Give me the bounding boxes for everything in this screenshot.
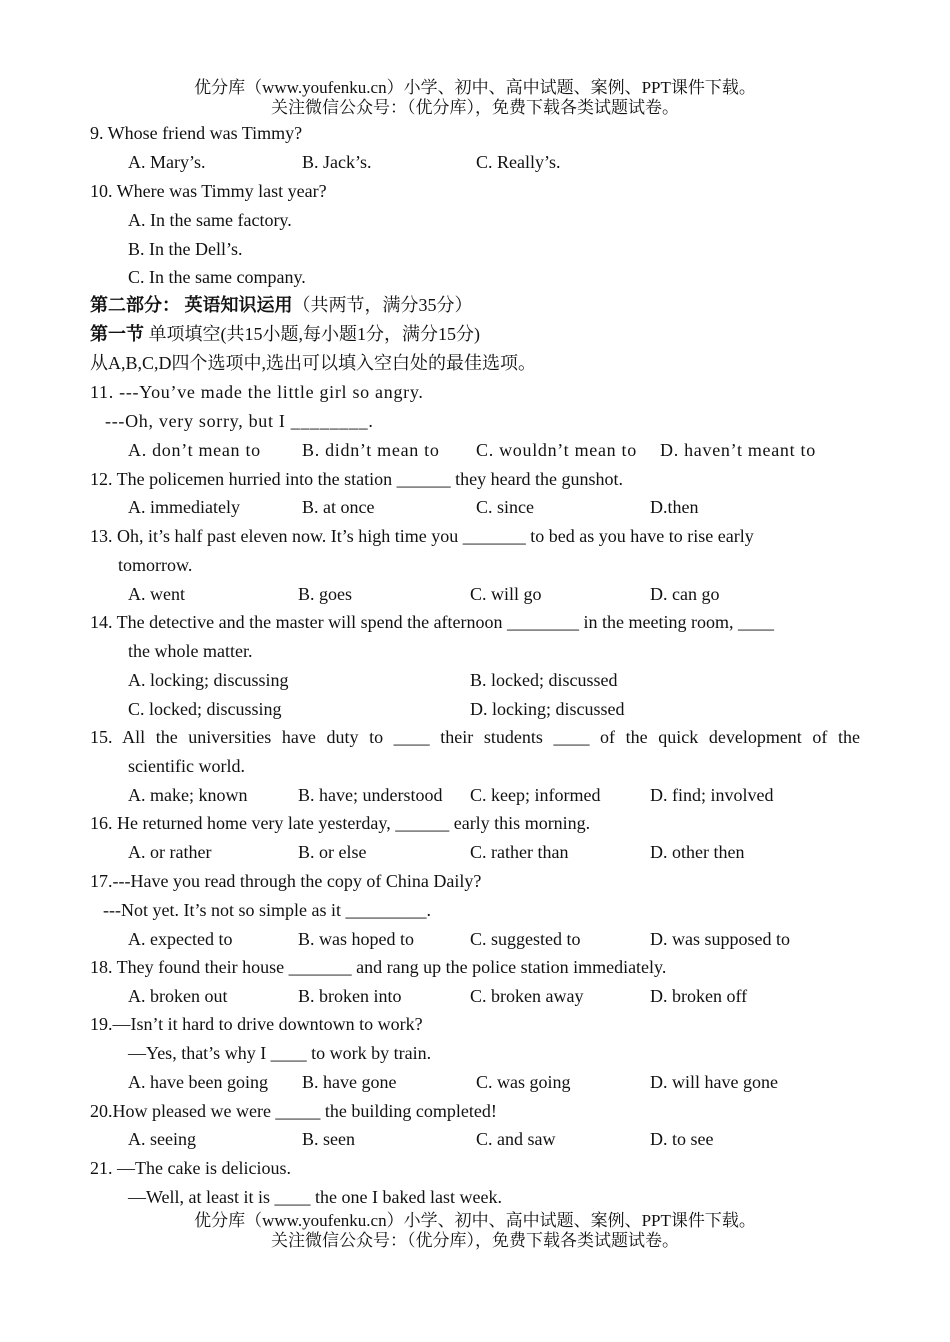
question-9-option-b: B. Jack’s.: [302, 152, 372, 172]
part-2-note: （共两节，满分35分）: [292, 295, 473, 315]
question-18-option-d: D. broken off: [650, 986, 748, 1006]
part-2-label: 第二部分： 英语知识运用: [90, 295, 293, 315]
question-10-stem: 10. Where was Timmy last year?: [90, 181, 327, 201]
question-18-option-c: C. broken away: [470, 986, 584, 1006]
question-13-option-c: C. will go: [470, 584, 542, 604]
instruction: 从A,B,C,D四个选项中,选出可以填入空白处的最佳选项。: [90, 353, 537, 373]
question-11-line-2: ---Oh, very sorry, but I ________.: [105, 411, 374, 431]
question-13-line-1: 13. Oh, it’s half past eleven now. It’s high time you _______ to bed as you have to rise early: [90, 526, 754, 546]
question-13-option-d: D. can go: [650, 584, 720, 604]
question-9-stem: 9. Whose friend was Timmy?: [90, 123, 303, 143]
question-21-line-2: —Well, at least it is ____ the one I baked last week.: [128, 1187, 502, 1207]
question-20-option-b: B. seen: [302, 1129, 355, 1149]
question-14-option-d: D. locking; discussed: [470, 699, 625, 719]
question-16-option-b: B. or else: [298, 842, 367, 862]
question-14-option-b: B. locked; discussed: [470, 670, 618, 690]
question-13-line-2: tomorrow.: [118, 555, 193, 575]
question-13-option-b: B. goes: [298, 584, 352, 604]
question-14-option-a: A. locking; discussing: [128, 670, 289, 690]
question-16-stem: 16. He returned home very late yesterday, ______ early this morning.: [90, 813, 591, 833]
question-19-line-2: —Yes, that’s why I ____ to work by train.: [128, 1043, 432, 1063]
question-13-option-a: A. went: [128, 584, 185, 604]
question-11-option-d: D. haven’t meant to: [660, 440, 816, 460]
question-19-option-a: A. have been going: [128, 1072, 268, 1092]
question-18-option-a: A. broken out: [128, 986, 228, 1006]
question-10-option-a: A. In the same factory.: [128, 210, 292, 230]
question-11-line-1: 11. ---You’ve made the little girl so angry.: [90, 382, 424, 402]
question-20-option-d: D. to see: [650, 1129, 714, 1149]
question-19-option-c: C. was going: [476, 1072, 571, 1092]
question-10-option-c: C. In the same company.: [128, 267, 306, 287]
section-1-label: 第一节: [90, 324, 144, 344]
question-20-option-c: C. and saw: [476, 1129, 556, 1149]
question-10-option-b: B. In the Dell’s.: [128, 239, 243, 259]
question-12-stem: 12. The policemen hurried into the station ______ they heard the gunshot.: [90, 469, 624, 489]
question-15-option-c: C. keep; informed: [470, 785, 601, 805]
question-11-option-c: C. wouldn’t mean to: [476, 440, 637, 460]
question-15-option-d: D. find; involved: [650, 785, 774, 805]
question-18-stem: 18. They found their house _______ and rang up the police station immediately.: [90, 957, 667, 977]
question-19-option-d: D. will have gone: [650, 1072, 778, 1092]
question-17-line-2: ---Not yet. It’s not so simple as it _________.: [103, 900, 431, 920]
question-17-option-d: D. was supposed to: [650, 929, 790, 949]
question-18-option-b: B. broken into: [298, 986, 402, 1006]
question-15-line-1: 15. All the universities have duty to ____ their students ____ of the quick development of the: [90, 727, 860, 747]
question-12-option-d: D.then: [650, 497, 699, 517]
question-19-option-b: B. have gone: [302, 1072, 397, 1092]
question-17-line-1: 17.---Have you read through the copy of China Daily?: [90, 871, 482, 891]
section-1-heading: [90, 322, 480, 346]
question-15-option-b: B. have; understood: [298, 785, 443, 805]
question-20-stem: 20.How pleased we were _____ the building completed!: [90, 1101, 497, 1121]
question-15-line-2: scientific world.: [128, 756, 245, 776]
question-17-option-b: B. was hoped to: [298, 929, 414, 949]
question-14-line-2: the whole matter.: [128, 641, 253, 661]
question-16-option-d: D. other then: [650, 842, 745, 862]
part-2-heading: [90, 293, 473, 317]
header-line-1: 优分库（www.youfenku.cn）小学、初中、高中试题、案例、PPT课件下载。: [194, 78, 756, 97]
question-11-option-a: A. don’t mean to: [128, 440, 261, 460]
question-12-option-c: C. since: [476, 497, 534, 517]
question-9-option-c: C. Really’s.: [476, 152, 561, 172]
question-17-option-a: A. expected to: [128, 929, 233, 949]
question-14-line-1: 14. The detective and the master will spend the afternoon ________ in the meeting room, ____: [90, 612, 774, 632]
question-16-option-a: A. or rather: [128, 842, 212, 862]
question-12-option-a: A. immediately: [128, 497, 240, 517]
question-19-line-1: 19.—Isn’t it hard to drive downtown to work?: [90, 1014, 423, 1034]
header-line-2: 关注微信公众号：（优分库），免费下载各类试题试卷。: [271, 98, 679, 117]
question-20-option-a: A. seeing: [128, 1129, 196, 1149]
question-21-line-1: 21. —The cake is delicious.: [90, 1158, 291, 1178]
section-1-note: 单项填空(共15小题,每小题1分，满分15分): [144, 324, 480, 344]
footer-line-2: 关注微信公众号：（优分库），免费下载各类试题试卷。: [271, 1231, 679, 1250]
question-11-option-b: B. didn’t mean to: [302, 440, 440, 460]
question-15-option-a: A. make; known: [128, 785, 248, 805]
question-9-option-a: A. Mary’s.: [128, 152, 206, 172]
question-16-option-c: C. rather than: [470, 842, 569, 862]
question-14-option-c: C. locked; discussing: [128, 699, 282, 719]
footer-line-1: 优分库（www.youfenku.cn）小学、初中、高中试题、案例、PPT课件下载。: [194, 1211, 756, 1230]
question-12-option-b: B. at once: [302, 497, 375, 517]
question-17-option-c: C. suggested to: [470, 929, 581, 949]
